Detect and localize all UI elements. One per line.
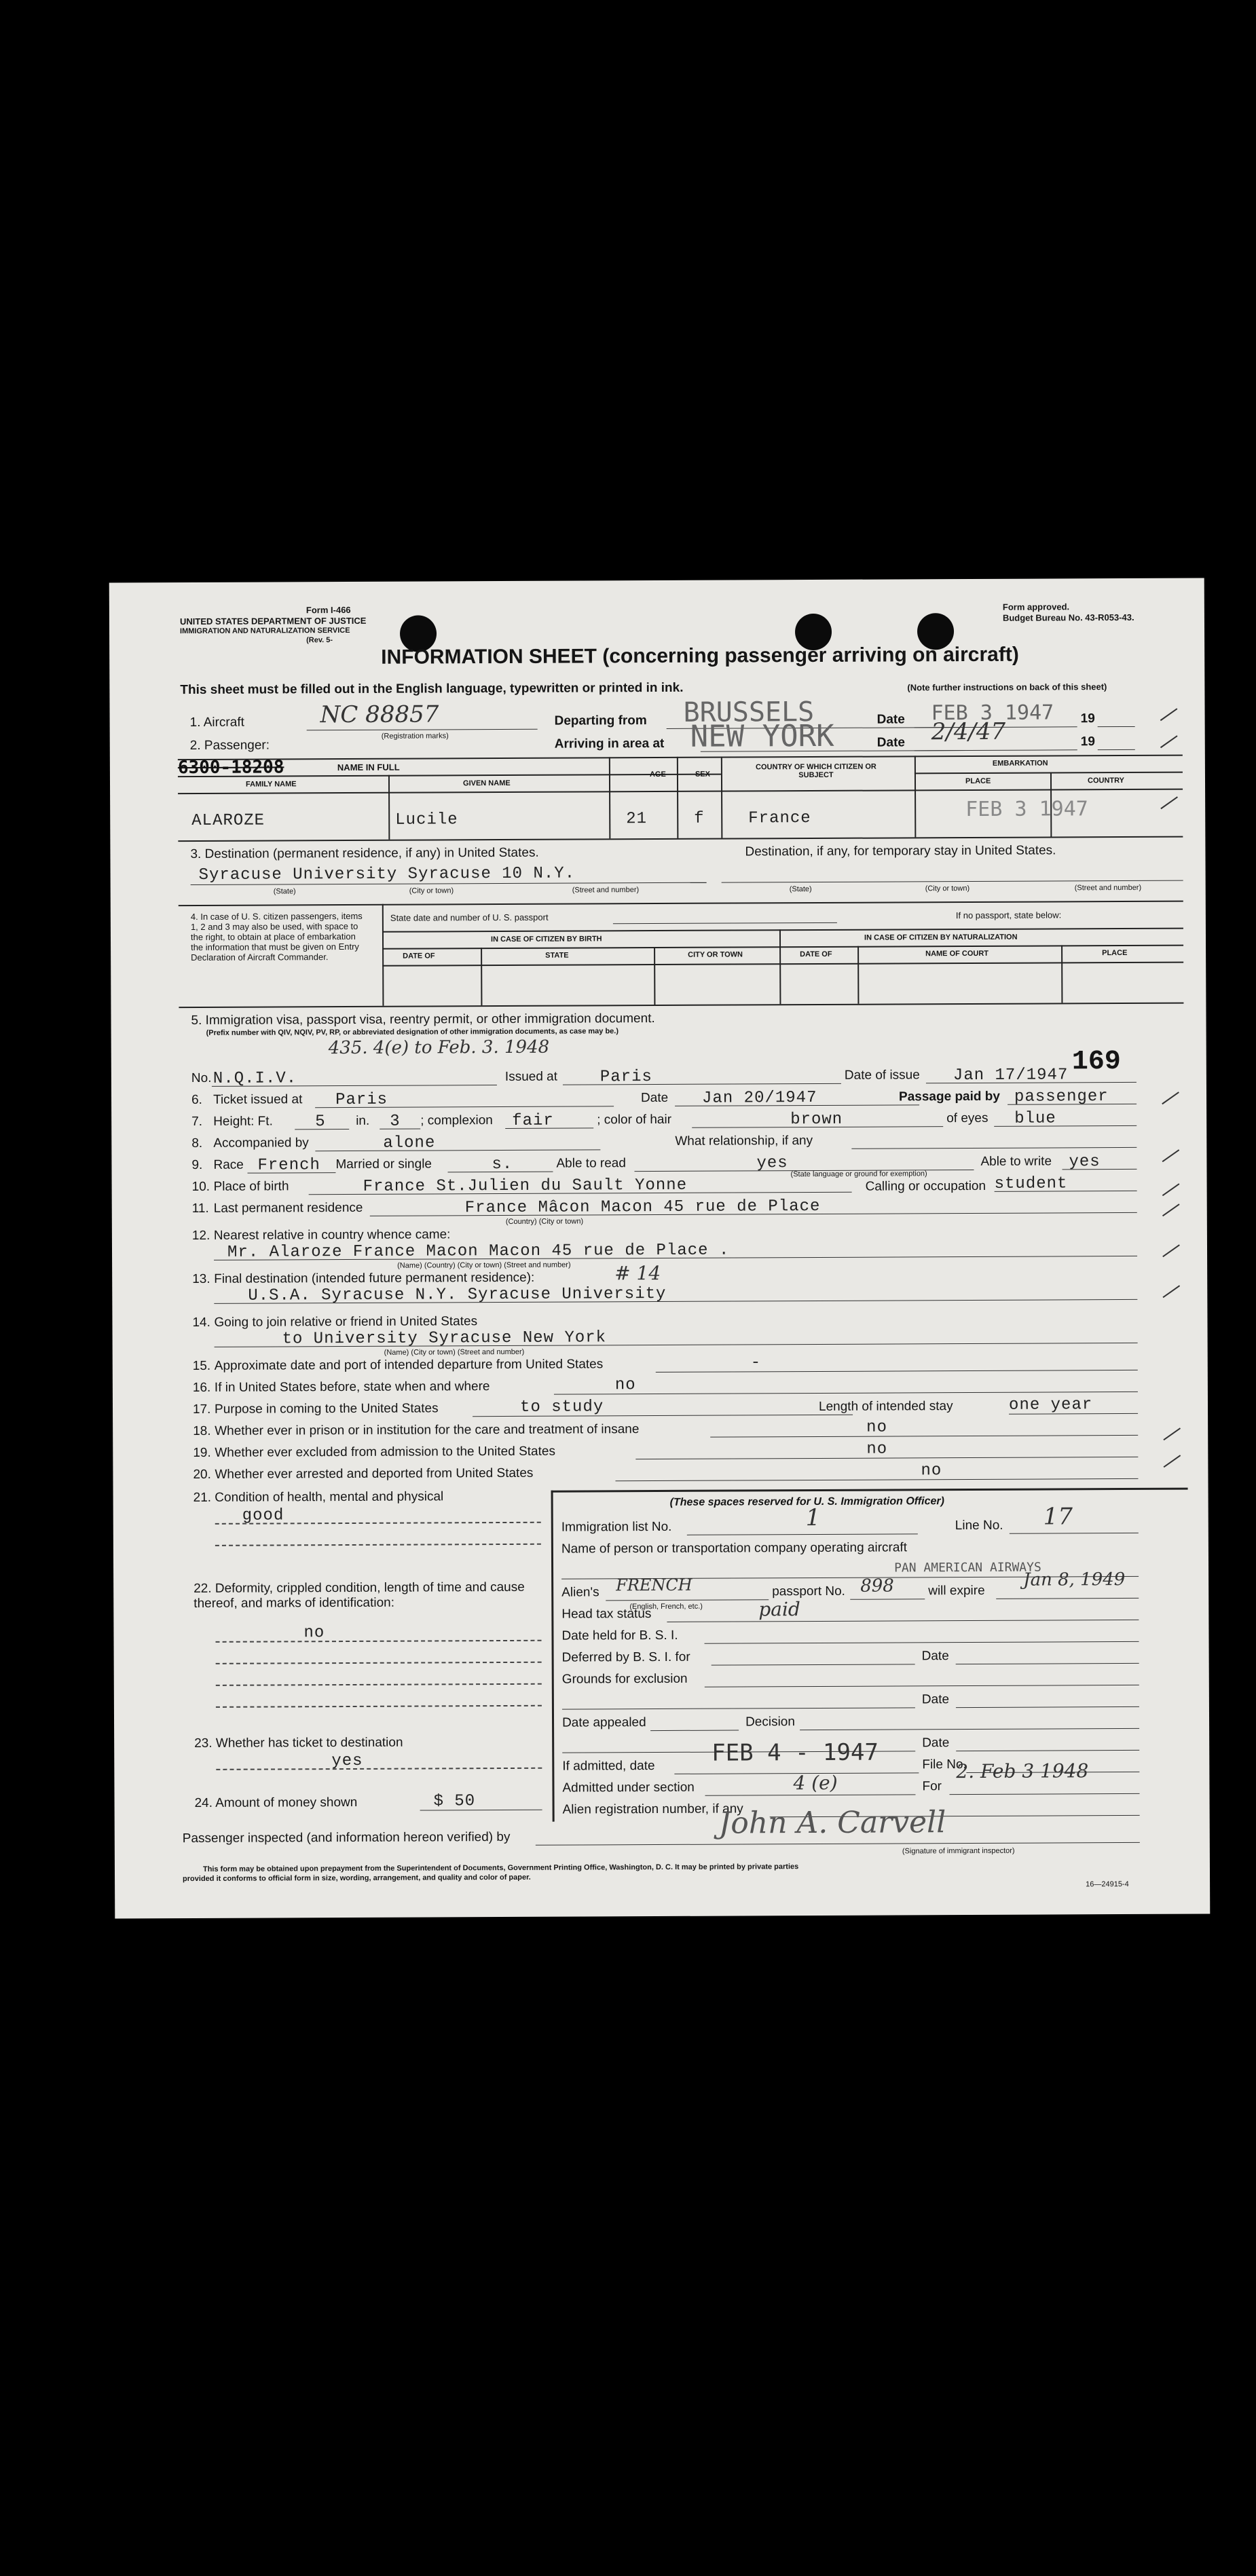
citizen-instructions: 4. In case of U. S. citizen passengers, items 1, 2 and 3 may also be used, with space to the right, to obtain at place of embarkation the information that must be given on Entry Declaration of Aircraft Commander. [190, 910, 363, 963]
print-code: 16—24915-4 [1086, 1880, 1129, 1889]
destination-value[interactable]: Syracuse University Syracuse 10 N.Y. [198, 864, 576, 884]
married-single-value[interactable]: s. [492, 1155, 513, 1174]
arriving-label: Arriving in area at [554, 736, 665, 751]
date-label-1: Date [876, 712, 905, 727]
passport-no-label: passport No. [772, 1584, 845, 1599]
aliens-sub: (English, French, etc.) [629, 1602, 703, 1611]
item-number: 10. [191, 1179, 210, 1195]
item-number: 20. [193, 1467, 211, 1482]
deported-label: Whether ever arrested and deported from United States [215, 1466, 534, 1482]
complexion-value[interactable]: fair [512, 1111, 554, 1130]
issued-at-label: Issued at [504, 1069, 558, 1084]
last-residence-value[interactable]: France Mâcon Macon 45 rue de Place [464, 1197, 821, 1218]
admitted-date-stamp: FEB 4 - 1947 [712, 1738, 879, 1767]
able-write-value[interactable]: yes [1069, 1153, 1101, 1172]
relative-sub: (Name) (Country) (City or town) (Street and number) [397, 1261, 571, 1270]
col-city-town: CITY OR TOWN [688, 950, 743, 959]
aliens-value[interactable]: FRENCH [616, 1575, 692, 1595]
previously-in-us-value[interactable]: no [614, 1376, 636, 1395]
alien-registration-label: Alien registration number, if any [562, 1802, 743, 1817]
ticket-date-label: Date [640, 1090, 669, 1106]
company-stamp: PAN AMERICAN AIRWAYS [894, 1560, 1041, 1575]
height-ft-label: Height: Ft. [213, 1114, 273, 1129]
form-title: INFORMATION SHEET (concerning passenger arriving on aircraft) [381, 643, 1019, 669]
date-of-issue-value[interactable]: Jan 17/1947 [953, 1066, 1069, 1085]
country-header: COUNTRY OF WHICH CITIZEN OR SUBJECT [755, 762, 876, 780]
information-sheet-document [109, 578, 1211, 1918]
officer-box-header: (These spaces reserved for U. S. Immigration Officer) [669, 1495, 944, 1508]
citizen-by-birth-header: IN CASE OF CITIZEN BY BIRTH [490, 935, 602, 944]
relationship-label: What relationship, if any [675, 1134, 813, 1149]
birth-place-value[interactable]: France St.Julien du Sault Yonne [363, 1176, 688, 1196]
q21-label: 21. Condition of health, mental and physical [193, 1489, 444, 1506]
accompanied-value[interactable]: alone [383, 1134, 436, 1153]
form-number: Form I-466 [306, 604, 351, 616]
length-stay-label: Length of intended stay [818, 1399, 953, 1414]
previously-in-us-label: If in United States before, state when and where [214, 1379, 490, 1395]
able-read-label: Able to read [556, 1156, 626, 1171]
q22-label: 22. Deformity, crippled condition, length of time and cause thereof, and marks of identification: [193, 1580, 525, 1611]
date-label-2: Date [876, 735, 905, 750]
passport-no-value[interactable]: 898 [860, 1575, 894, 1597]
date-appealed-label: Date appealed [562, 1715, 646, 1730]
file-no-label: File No. [922, 1757, 967, 1772]
given-name-value[interactable]: Lucile [395, 810, 458, 829]
height-in-label: in. [356, 1113, 370, 1128]
sub-street: (Street and number) [572, 886, 640, 895]
head-tax-value[interactable]: paid [758, 1598, 800, 1621]
q23-value[interactable]: yes [331, 1751, 363, 1771]
fine-print-2: provided it conforms to official form in size, wording, arrangement, and quality and color of paper. [183, 1873, 531, 1884]
destination-label: 3. Destination (permanent residence, if any) in United States. [190, 845, 539, 862]
item-number: 11. [191, 1201, 209, 1216]
occupation-value[interactable]: student [994, 1174, 1068, 1193]
deported-value[interactable]: no [921, 1461, 942, 1480]
file-number: 6300-18208 [177, 757, 284, 779]
company-label: Name of person or transportation company operating aircraft [561, 1540, 908, 1556]
document-number: 169 [1071, 1047, 1121, 1078]
join-relative-label: Going to join relative or friend in United States [214, 1314, 478, 1330]
nearest-relative-label: Nearest relative in country whence came: [213, 1227, 451, 1243]
signature-sub: (Signature of immigrant inspector) [902, 1846, 1015, 1856]
item-number: 17. [192, 1402, 211, 1417]
embarkation-header: EMBARKATION [992, 759, 1048, 768]
manifest-label: Immigration list No. [561, 1519, 672, 1535]
fine-print-1: This form may be obtained upon prepayment from the Superintendent of Documents, Government Printing Office, Washington, D. C. It may be printed by private parties [202, 1863, 799, 1873]
bsi-deferred-label: Deferred by B. S. I. for [561, 1649, 690, 1665]
back-note: (Note further instructions on back of this sheet) [907, 682, 1107, 693]
item-number: 14. [192, 1315, 210, 1330]
q24-value[interactable]: $ 50 [433, 1792, 476, 1811]
form-approved: Form approved. [1002, 601, 1070, 612]
date-label-decision: Date [922, 1736, 950, 1751]
date-label-exclusion: Date [921, 1692, 950, 1707]
married-single-label: Married or single [335, 1157, 432, 1172]
issued-at-value[interactable]: Paris [599, 1068, 652, 1087]
exclusion-grounds-label: Grounds for exclusion [561, 1671, 688, 1687]
for-label: For [922, 1779, 942, 1794]
complexion-label: ; complexion [420, 1113, 493, 1128]
expire-label: will expire [928, 1583, 985, 1599]
bsi-held-label: Date held for B. S. I. [561, 1628, 678, 1643]
passport-label: State date and number of U. S. passport [390, 912, 549, 923]
passenger-label: 2. Passenger: [189, 738, 270, 753]
item-number: 12. [191, 1228, 210, 1244]
admitted-date-label: If admitted, date [562, 1759, 655, 1774]
final-destination-value[interactable]: U.S.A. Syracuse N.Y. Syracuse University [248, 1284, 667, 1305]
passage-paid-label: Passage paid by [898, 1089, 1000, 1104]
eyes-value[interactable]: blue [1014, 1109, 1056, 1128]
occupation-label: Calling or occupation [865, 1178, 986, 1194]
arriving-value[interactable]: NEW YORK [690, 718, 834, 754]
name-in-full-header: NAME IN FULL [337, 762, 400, 773]
length-stay-value[interactable]: one year [1008, 1396, 1093, 1415]
height-ft-value[interactable]: 5 [315, 1113, 326, 1132]
sub-city-2: (City or town) [925, 884, 970, 893]
visa-no-value[interactable]: N.Q.I.V. [213, 1069, 297, 1088]
item-number: 15. [192, 1358, 211, 1374]
read-sub: (State language or ground for exemption) [790, 1170, 927, 1179]
country-value[interactable]: France [748, 809, 811, 828]
able-read-value[interactable]: yes [756, 1154, 788, 1173]
item-number: 19. [193, 1445, 211, 1461]
item-number: 7. [191, 1114, 203, 1130]
join-sub: (Name) (City or town) (Street and number) [384, 1347, 525, 1357]
excluded-value[interactable]: no [866, 1440, 888, 1459]
race-value[interactable]: French [257, 1156, 320, 1175]
aircraft-value[interactable]: NC 88857 [320, 701, 439, 729]
registration-sub: (Registration marks) [381, 732, 449, 741]
residence-sub: (Country) (City or town) [505, 1217, 584, 1226]
col-date-of: DATE OF [403, 952, 435, 960]
item-number: 8. [191, 1136, 203, 1151]
immigration-doc-sub: (Prefix number with QIV, NQIV, PV, RP, or abbreviated designation of other immigration documents, as case may be.) [206, 1027, 619, 1037]
given-name-header: GIVEN NAME [462, 779, 511, 788]
q22-value[interactable]: no [303, 1624, 325, 1643]
departure-label: Approximate date and port of intended departure from United States [214, 1357, 604, 1373]
ticket-issued-label: Ticket issued at [213, 1092, 303, 1107]
item-number: 6. [191, 1092, 202, 1108]
ticket-date-value[interactable]: Jan 20/1947 [701, 1088, 817, 1108]
hair-color-label: ; color of hair [597, 1112, 672, 1127]
instructions: This sheet must be filled out in the English language, typewritten or printed in ink. [180, 680, 684, 698]
line-no-label: Line No. [955, 1518, 1003, 1533]
inspector-signature: John A. Carvell [718, 1805, 946, 1841]
manifest-value[interactable]: 1 [805, 1504, 821, 1532]
section-label: Admitted under section [562, 1780, 695, 1795]
section-value[interactable]: 4 (e) [793, 1771, 838, 1795]
family-name-value[interactable]: ALAROZE [191, 811, 265, 831]
excluded-label: Whether ever excluded from admission to the United States [215, 1444, 555, 1460]
purpose-value[interactable]: to study [519, 1398, 604, 1417]
prison-label: Whether ever in prison or in institution for the care and treatment of insane [215, 1422, 640, 1438]
able-write-label: Able to write [980, 1154, 1052, 1169]
nearest-relative-value[interactable]: Mr. Alaroze France Macon Macon 45 rue de Place . [227, 1241, 730, 1262]
age-value[interactable]: 21 [626, 810, 648, 829]
no-passport-label: If no passport, state below: [955, 910, 1062, 921]
department-name: UNITED STATES DEPARTMENT OF JUSTICE [179, 615, 367, 627]
year-2: 19 [1080, 734, 1095, 749]
item-number: 9. [191, 1157, 203, 1173]
item-number: 18. [193, 1423, 211, 1439]
aircraft-label: 1. Aircraft [189, 715, 244, 730]
for-value[interactable]: 2. Feb 3 1948 [956, 1759, 1089, 1783]
join-relative-value[interactable]: to University Syracuse New York [282, 1328, 607, 1349]
height-in-value[interactable]: 3 [390, 1112, 401, 1131]
eyes-label: of eyes [946, 1110, 989, 1126]
age-header: AGE [649, 770, 666, 779]
departure-value[interactable]: - [750, 1354, 762, 1373]
visa-annotation: 435. 4(e) to Feb. 3. 1948 [328, 1037, 550, 1059]
col-court: NAME OF COURT [925, 949, 989, 958]
head-tax-label: Head tax status [561, 1607, 652, 1622]
country2-header: COUNTRY [1087, 777, 1125, 785]
service-name: IMMIGRATION AND NATURALIZATION SERVICE [180, 626, 350, 636]
date-label-bsi: Date [921, 1649, 949, 1664]
place-header: PLACE [965, 777, 991, 786]
family-name-header: FAMILY NAME [245, 780, 297, 789]
prison-value[interactable]: no [866, 1418, 888, 1437]
birth-place-label: Place of birth [213, 1179, 289, 1194]
year-1: 19 [1080, 711, 1095, 726]
sex-header: SEX [695, 770, 710, 779]
inspected-by-label: Passenger inspected (and information hereon verified) by [182, 1829, 511, 1846]
date-of-issue-label: Date of issue [844, 1068, 920, 1083]
revision-label: (Rev. 5- [306, 636, 333, 645]
col-state: STATE [545, 951, 569, 960]
no-label: No. [191, 1070, 212, 1086]
budget-bureau-no: Budget Bureau No. 43-R053-43. [1002, 612, 1134, 623]
q24-label: 24. Amount of money shown [194, 1795, 358, 1810]
purpose-label: Purpose in coming to the United States [214, 1401, 439, 1417]
hair-color-value[interactable]: brown [790, 1110, 843, 1130]
line-no-value[interactable]: 17 [1043, 1503, 1073, 1531]
citizen-by-naturalization-header: IN CASE OF CITIZEN BY NATURALIZATION [864, 933, 1018, 942]
item-number: 13. [192, 1271, 210, 1287]
accompanied-label: Accompanied by [213, 1136, 309, 1151]
immigration-doc-label: 5. Immigration visa, passport visa, reentry permit, or other immigration document. [191, 1011, 655, 1028]
item-number: 16. [192, 1380, 211, 1396]
temp-destination-label: Destination, if any, for temporary stay in United States. [745, 843, 1056, 859]
departing-date[interactable]: FEB 3 1947 [931, 701, 1054, 726]
arriving-date[interactable]: 2/4/47 [931, 717, 1006, 746]
sub-state-2: (State) [789, 885, 812, 894]
col-place: PLACE [1102, 948, 1128, 958]
q21-value[interactable]: good [242, 1506, 284, 1525]
decision-label: Decision [745, 1715, 795, 1730]
passage-paid-value[interactable]: passenger [1014, 1087, 1109, 1106]
embarkation-stamp: FEB 3 1947 [965, 797, 1088, 822]
last-residence-label: Last permanent residence [213, 1200, 363, 1216]
sub-city: (City or town) [409, 886, 454, 895]
final-destination-note: # 14 [614, 1261, 661, 1285]
ticket-issued-value[interactable]: Paris [335, 1090, 388, 1110]
race-label: Race [213, 1157, 244, 1172]
sub-state: (State) [273, 887, 296, 896]
col-date-of-2: DATE OF [800, 950, 832, 959]
expire-value[interactable]: Jan 8, 1949 [1023, 1569, 1126, 1590]
final-destination-label: Final destination (intended future permanent residence): [214, 1270, 535, 1286]
aliens-label: Alien's [561, 1585, 599, 1600]
departing-label: Departing from [554, 713, 647, 728]
q23-label: 23. Whether has ticket to destination [194, 1735, 403, 1751]
departing-value[interactable]: BRUSSELS [683, 696, 815, 728]
sex-value[interactable]: f [694, 809, 705, 828]
sub-street-2: (Street and number) [1074, 883, 1142, 893]
